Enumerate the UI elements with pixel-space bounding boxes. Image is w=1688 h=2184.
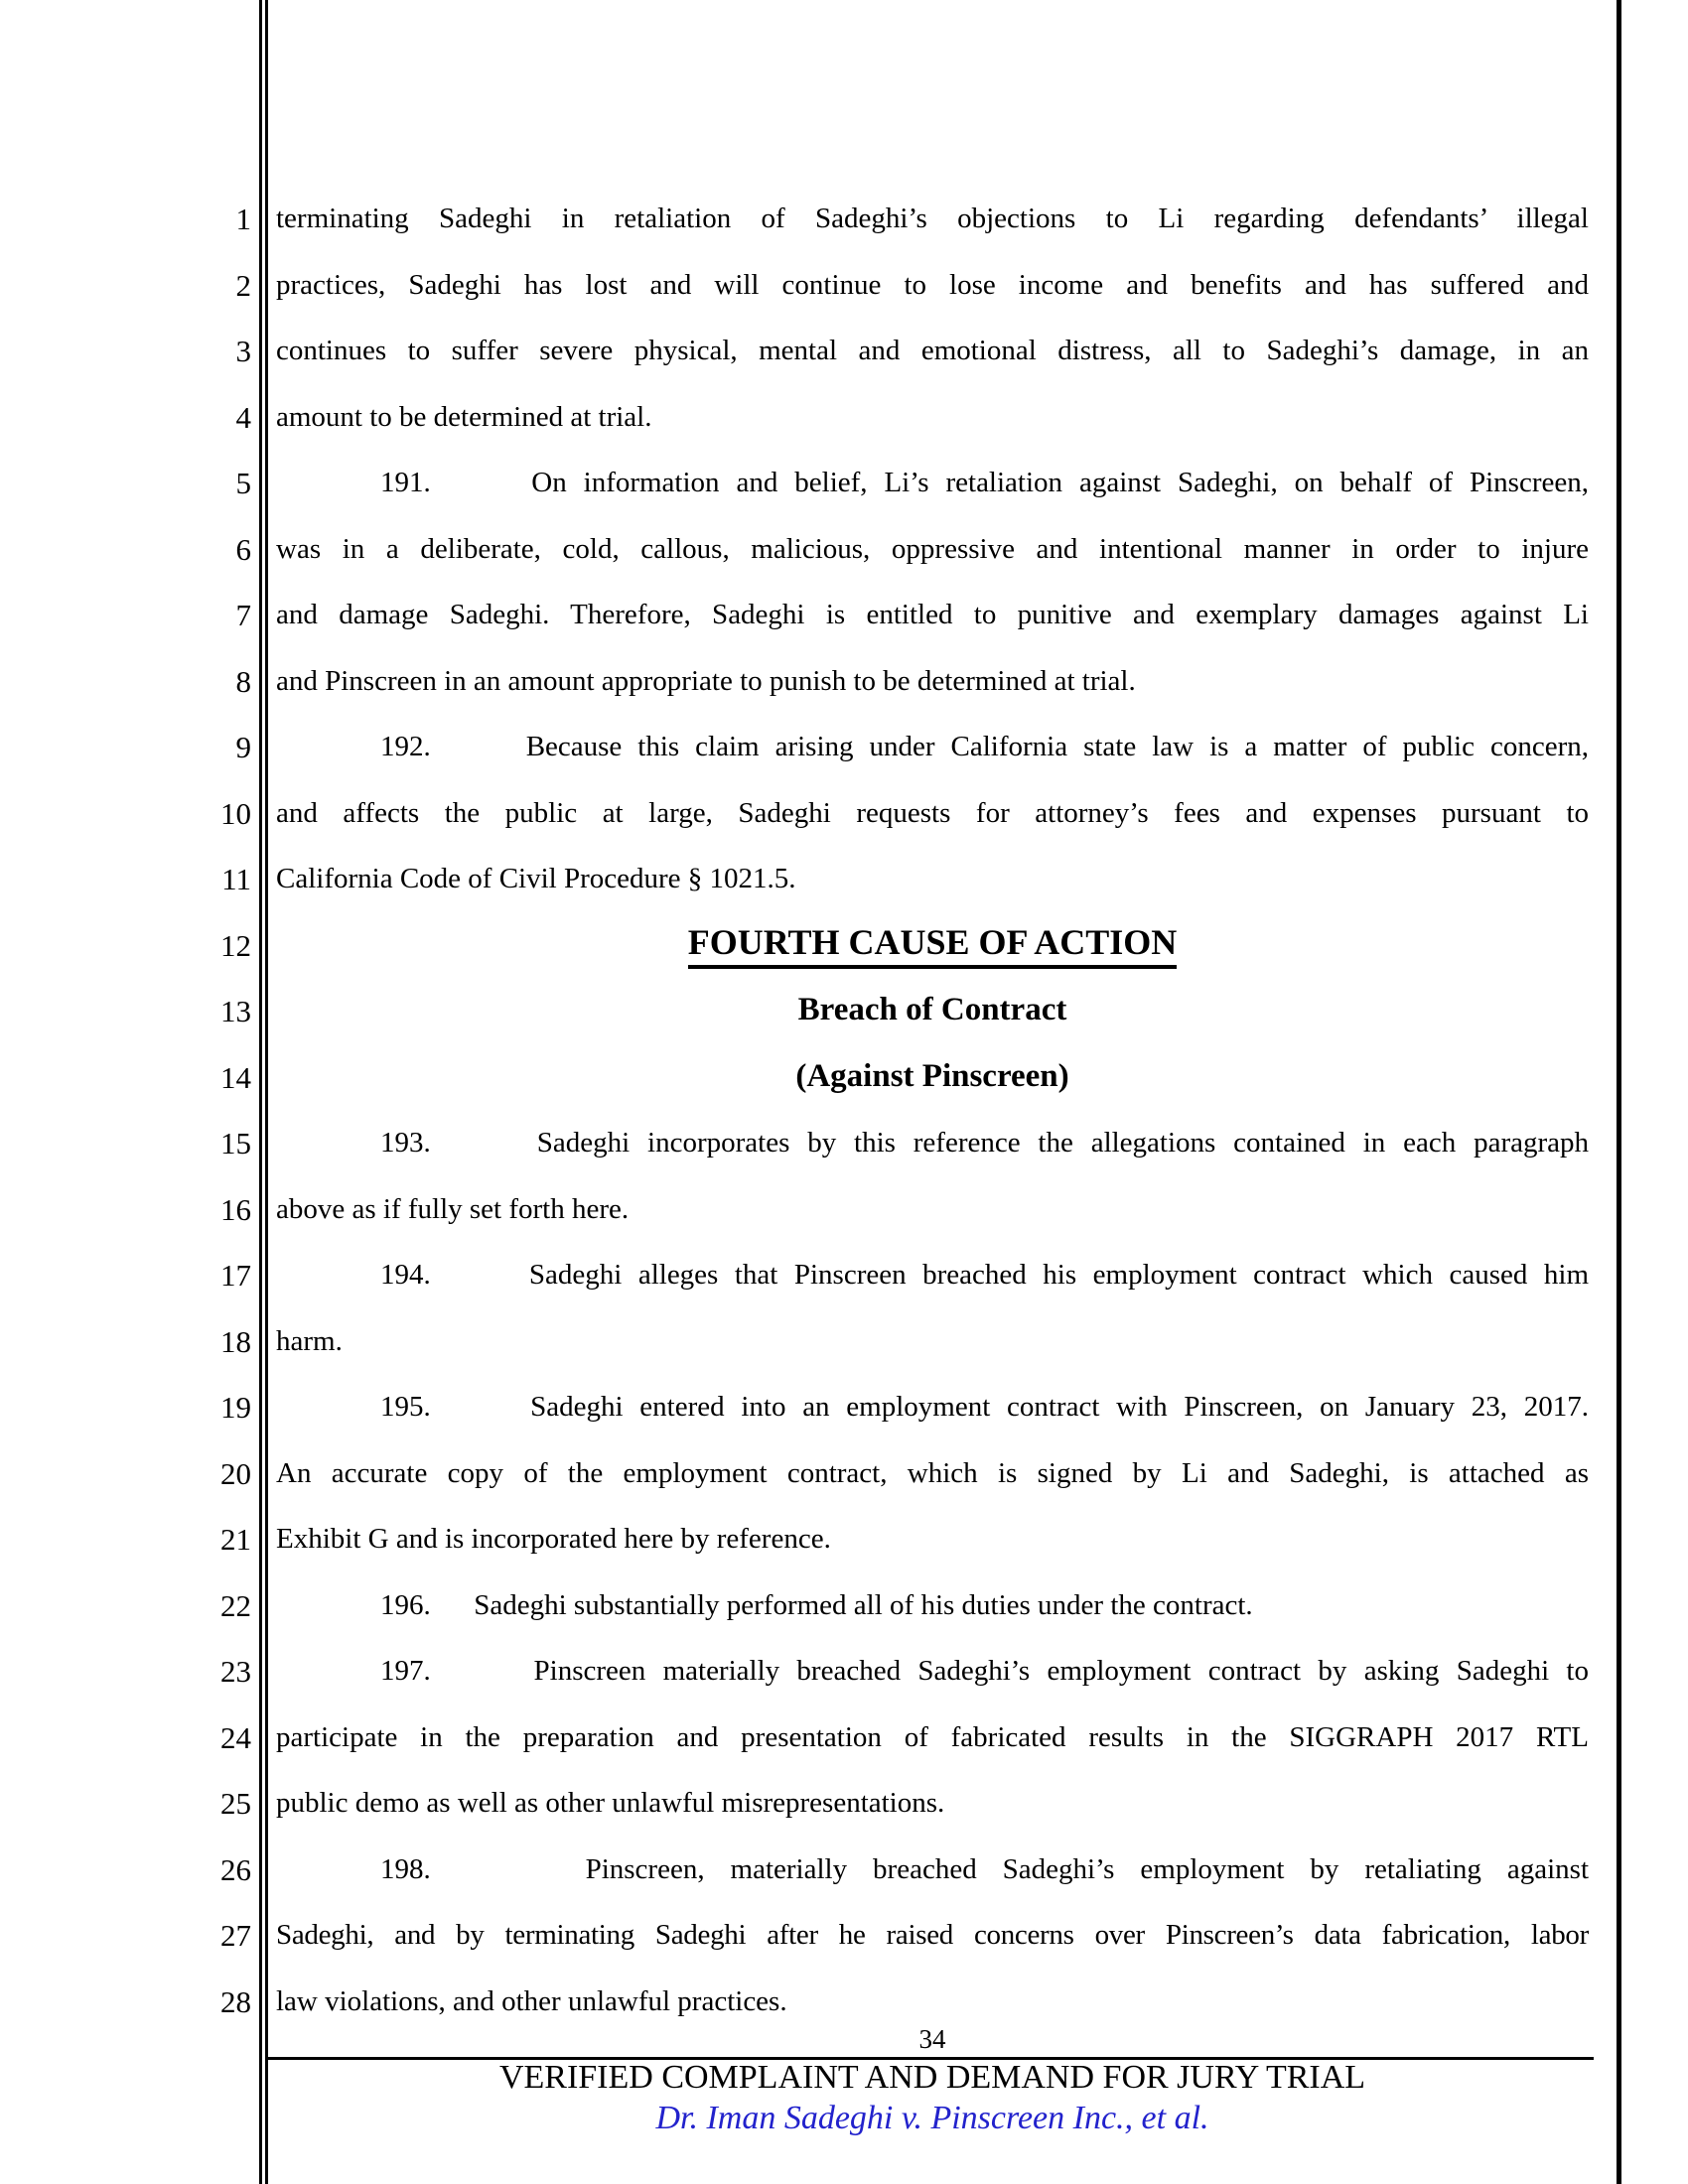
section-heading bbox=[276, 1057, 1589, 1105]
pleading-line bbox=[276, 268, 1589, 316]
pleading-line bbox=[276, 1852, 1589, 1900]
line-text: 192. Because this claim arising under California state law is a matter of public concern, bbox=[380, 731, 1589, 762]
line-number: 12 bbox=[220, 927, 251, 963]
line-number: 9 bbox=[235, 730, 251, 764]
line-number: 14 bbox=[220, 1059, 251, 1095]
line-number: 19 bbox=[220, 1390, 251, 1425]
line-number: 15 bbox=[220, 1126, 251, 1160]
pleading-line bbox=[276, 532, 1589, 580]
line-number: 13 bbox=[220, 994, 251, 1028]
line-number: 27 bbox=[220, 1918, 251, 1953]
line-number: 7 bbox=[235, 598, 251, 632]
line-text: 195. Sadeghi entered into an employment contract with Pinscreen, on January 23, 2017. bbox=[380, 1391, 1589, 1423]
pleading-line bbox=[276, 1126, 1589, 1173]
pleading-line bbox=[276, 1588, 1589, 1636]
line-number: 10 bbox=[220, 795, 251, 831]
line-number: 3 bbox=[235, 334, 251, 368]
footer-case-caption: Dr. Iman Sadeghi v. Pinscreen Inc., et al. bbox=[655, 2100, 1209, 2136]
line-text: public demo as well as other unlawful misrepresentations. bbox=[276, 1787, 945, 1819]
line-number: 1 bbox=[235, 202, 251, 236]
section-heading bbox=[276, 991, 1589, 1038]
line-number: 16 bbox=[220, 1191, 251, 1227]
line-number: 6 bbox=[235, 531, 251, 567]
line-number: 21 bbox=[220, 1522, 251, 1557]
right-rule bbox=[1617, 0, 1621, 2184]
pleading-line bbox=[276, 1192, 1589, 1240]
line-number: 20 bbox=[220, 1455, 251, 1491]
line-text: (Against Pinscreen) bbox=[795, 1057, 1069, 1094]
pleading-line bbox=[276, 598, 1589, 645]
line-number: 22 bbox=[220, 1587, 251, 1623]
line-number: 2 bbox=[235, 267, 251, 303]
pleading-line bbox=[276, 1258, 1589, 1305]
left-double-rule bbox=[259, 0, 268, 2184]
pleading-line bbox=[276, 1918, 1589, 1966]
line-number: 28 bbox=[220, 1983, 251, 2019]
pleading-line bbox=[276, 730, 1589, 777]
pleading-line bbox=[276, 1324, 1589, 1372]
page-number: 34 bbox=[918, 2024, 946, 2054]
line-text: above as if fully set forth here. bbox=[276, 1192, 630, 1225]
line-number: 17 bbox=[220, 1258, 251, 1293]
line-text: harm. bbox=[276, 1324, 343, 1357]
line-number: 23 bbox=[220, 1654, 251, 1689]
line-text: Exhibit G and is incorporated here by reference. bbox=[276, 1523, 831, 1555]
line-text: was in a deliberate, cold, callous, malicious, oppressive and intentional manner in order to injure bbox=[276, 532, 1589, 565]
pleading-line bbox=[276, 1654, 1589, 1702]
line-number: 26 bbox=[220, 1851, 251, 1887]
line-text: law violations, and other unlawful practices. bbox=[276, 1984, 787, 2017]
line-text: and damage Sadeghi. Therefore, Sadeghi is entitled to punitive and exemplary damages against Li bbox=[276, 599, 1589, 630]
line-text: FOURTH CAUSE OF ACTION bbox=[688, 922, 1177, 969]
line-number: 24 bbox=[220, 1719, 251, 1755]
line-text: An accurate copy of the employment contract, which is signed by Li and Sadeghi, is attached as bbox=[276, 1456, 1589, 1489]
pleading-line bbox=[276, 334, 1589, 381]
line-text: Sadeghi, and by terminating Sadeghi after he raised concerns over Pinscreen’s data fabrication, labor bbox=[276, 1919, 1589, 1951]
line-text: 196. Sadeghi substantially performed all of his duties under the contract. bbox=[380, 1588, 1253, 1621]
pleading-line bbox=[276, 1390, 1589, 1437]
pleading-line bbox=[276, 466, 1589, 513]
line-text: 193. Sadeghi incorporates by this reference the allegations contained in each paragraph bbox=[380, 1127, 1589, 1159]
line-text: 194. Sadeghi alleges that Pinscreen breached his employment contract which caused him bbox=[380, 1259, 1589, 1291]
footer-title: VERIFIED COMPLAINT AND DEMAND FOR JURY TRIAL bbox=[498, 2059, 1366, 2096]
line-number: 18 bbox=[220, 1323, 251, 1359]
line-text: practices, Sadeghi has lost and will continue to lose income and benefits and has suffered and bbox=[276, 268, 1589, 301]
line-number: 11 bbox=[221, 862, 251, 896]
line-text: 197. Pinscreen materially breached Sadeghi’s employment contract by asking Sadeghi to bbox=[380, 1655, 1589, 1687]
line-text: California Code of Civil Procedure § 1021.5. bbox=[276, 863, 796, 894]
line-text: and Pinscreen in an amount appropriate to punish to be determined at trial. bbox=[276, 664, 1136, 697]
pleading-line bbox=[276, 862, 1589, 909]
pleading-line bbox=[276, 664, 1589, 712]
pleading-line bbox=[276, 1456, 1589, 1504]
line-number: 8 bbox=[235, 663, 251, 699]
line-number: 25 bbox=[220, 1786, 251, 1821]
pleading-line bbox=[276, 202, 1589, 249]
line-text: participate in the preparation and presentation of fabricated results in the SIGGRAPH 2017 RTL bbox=[276, 1720, 1589, 1753]
pleading-line bbox=[276, 1720, 1589, 1768]
line-text: amount to be determined at trial. bbox=[276, 400, 652, 433]
line-text: Breach of Contract bbox=[797, 992, 1067, 1027]
line-number: 4 bbox=[235, 399, 251, 435]
line-number: 5 bbox=[235, 466, 251, 500]
pleading-line bbox=[276, 1522, 1589, 1570]
line-text: terminating Sadeghi in retaliation of Sadeghi’s objections to Li regarding defendants’ illegal bbox=[276, 203, 1589, 234]
pleading-line bbox=[276, 796, 1589, 844]
line-text: continues to suffer severe physical, mental and emotional distress, all to Sadeghi’s damage, in an bbox=[276, 335, 1589, 366]
pleading-line bbox=[276, 1786, 1589, 1834]
line-text: 191. On information and belief, Li’s retaliation against Sadeghi, on behalf of Pinscreen, bbox=[380, 467, 1589, 498]
section-heading bbox=[276, 921, 1589, 977]
pleading-line bbox=[276, 400, 1589, 448]
line-text: and affects the public at large, Sadeghi requests for attorney’s fees and expenses pursuant to bbox=[276, 796, 1589, 829]
line-text: 198. Pinscreen, materially breached Sadeghi’s employment by retaliating against bbox=[380, 1852, 1589, 1885]
